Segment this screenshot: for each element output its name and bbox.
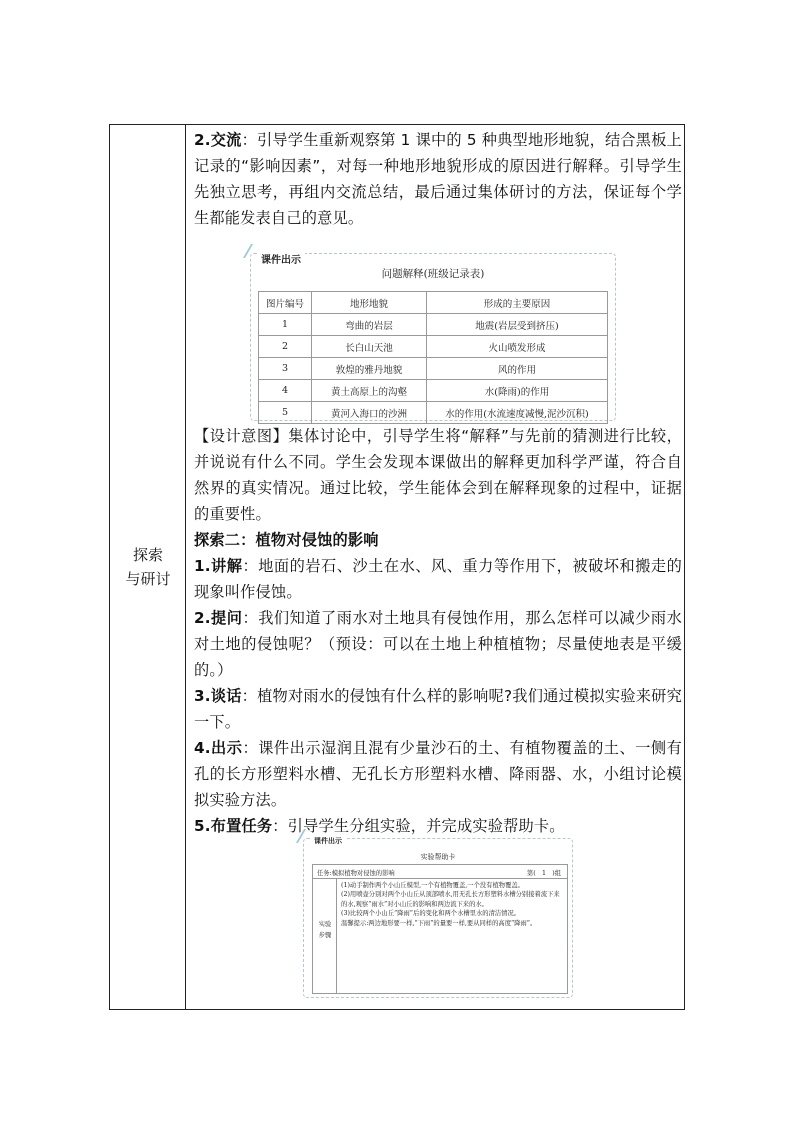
tip-item: 温馨提示:两边地形要一样,“下雨”的量要一样,要从同样的高度“降雨”。 — [341, 919, 537, 927]
table-cell: 水的作用(水流速度减慢,泥沙沉积) — [427, 402, 608, 424]
steps-label-1: 实验 — [318, 921, 332, 928]
table-cell: 敦煌的雅丹地貌 — [312, 358, 427, 380]
table-cell: 长白山天池 — [312, 336, 427, 358]
table-cell: 黄河入海口的沙洲 — [312, 402, 427, 424]
item-5-lead: 5.布置任务 — [194, 817, 273, 835]
section-label-column — [110, 125, 186, 1009]
table-row — [259, 314, 608, 336]
task-label: 任务:模拟植物对侵蚀的影响 — [317, 870, 395, 877]
record-table — [258, 291, 608, 424]
task-row — [313, 865, 567, 879]
table-cell: 弯曲的岩层 — [312, 314, 427, 336]
steps-body — [341, 881, 563, 928]
record-table-title: 问题解释(班级记录表) — [381, 268, 485, 280]
table-cell: 5 — [259, 402, 312, 424]
table-cell: 风的作用 — [427, 358, 608, 380]
table-row — [259, 402, 608, 424]
table-row — [259, 380, 608, 402]
step-item: (1)动手制作两个小山丘模型,一个有植物覆盖,一个没有植物覆盖。 — [341, 882, 524, 889]
courseware-card-help-card — [303, 838, 573, 998]
item-2 — [194, 605, 682, 683]
table-cell: 地震(岩层受到挤压) — [427, 314, 608, 336]
table-row — [259, 336, 608, 358]
item-1-text: ：地面的岩石、沙土在水、风、重力等作用下，被破坏和搬走的现象叫作侵蚀。 — [194, 557, 682, 601]
courseware-card-record-table — [250, 253, 616, 421]
header-cell: 地形地貌 — [312, 292, 427, 314]
item-5 — [194, 813, 682, 839]
table-cell: 1 — [259, 314, 312, 336]
section-label — [110, 543, 186, 591]
item-4-text: ：课件出示湿润且混有少量沙石的土、有植物覆盖的土、一侧有孔的长方形塑料水槽、无孔长方形塑料水槽、降雨器、水，小组讨论模拟实验方法。 — [194, 739, 682, 809]
item-2-lead: 2.提问 — [194, 609, 243, 627]
header-cell: 图片编号 — [259, 292, 312, 314]
item-1 — [194, 553, 682, 605]
card-tag: 课件出示 — [310, 836, 346, 846]
explore-two-heading: 探索二：植物对侵蚀的影响 — [194, 531, 379, 549]
item-5-text: ：引导学生分组实验，并完成实验帮助卡。 — [272, 817, 565, 835]
content-column — [194, 127, 682, 231]
help-card-title: 实验帮助卡 — [420, 853, 456, 861]
section-label-line-1: 探索 — [132, 546, 163, 564]
exchange-lead: 2.交流 — [194, 131, 242, 149]
table-header-row — [259, 292, 608, 314]
steps-label — [313, 919, 337, 941]
exchange-paragraph — [194, 127, 682, 231]
group-number: 第( 1 )组 — [526, 870, 561, 877]
design-intent-paragraph: 【设计意图】集体讨论中，引导学生将“解释”与先前的猜测进行比较，并说说有什么不同。学生会发现本课做出的解释更加科学严谨，符合自然界的真实情况。通过比较，学生能体会到在解释现象的过程中，证据的重要性。 — [194, 427, 682, 523]
card-tag: 课件出示 — [257, 251, 305, 266]
table-cell: 水(降雨)的作用 — [427, 380, 608, 402]
step-item: (3)比较两个小山丘“降雨”后的变化和两个水槽里水的清洁情况。 — [341, 910, 521, 918]
table-cell: 黄土高原上的沟壑 — [312, 380, 427, 402]
header-cell: 形成的主要原因 — [427, 292, 608, 314]
item-4 — [194, 735, 682, 813]
item-2-text: ：我们知道了雨水对土地具有侵蚀作用，那么怎样可以减少雨水对土地的侵蚀呢？（预设：可以在土地上种植植物；尽量使地表是平缓的。） — [194, 609, 682, 679]
table-cell: 3 — [259, 358, 312, 380]
table-row — [259, 358, 608, 380]
item-3-text: ：植物对雨水的侵蚀有什么样的影响呢?我们通过模拟实验来研究一下。 — [194, 687, 682, 731]
table-cell: 4 — [259, 380, 312, 402]
steps-label-cell — [313, 879, 337, 993]
table-cell: 2 — [259, 336, 312, 358]
content-column-lower — [194, 423, 682, 839]
item-3-lead: 3.谈话 — [194, 687, 242, 705]
table-cell: 火山喷发形成 — [427, 336, 608, 358]
item-4-lead: 4.出示 — [194, 739, 243, 757]
item-3 — [194, 683, 682, 735]
step-item: (2)用喷壶分别对两个小山丘从顶部喷水,用无孔长方形塑料水槽分别接着流下来的水,观察“雨水”对小山丘的影响和两边流下来的水。 — [341, 891, 560, 908]
section-label-line-2: 与研讨 — [125, 570, 171, 588]
item-1-lead: 1.讲解 — [194, 557, 243, 575]
help-card-table — [312, 864, 568, 994]
steps-label-2: 步骤 — [318, 932, 332, 939]
exchange-text: ：引导学生重新观察第 1 课中的 5 种典型地形地貌，结合黑板上记录的“影响因素”，对每一种地形地貌形成的原因进行解释。引导学生先独立思考，再组内交流总结，最后通过集体研讨的方法，保证每个学生都能发表自己的意见。 — [194, 131, 682, 227]
